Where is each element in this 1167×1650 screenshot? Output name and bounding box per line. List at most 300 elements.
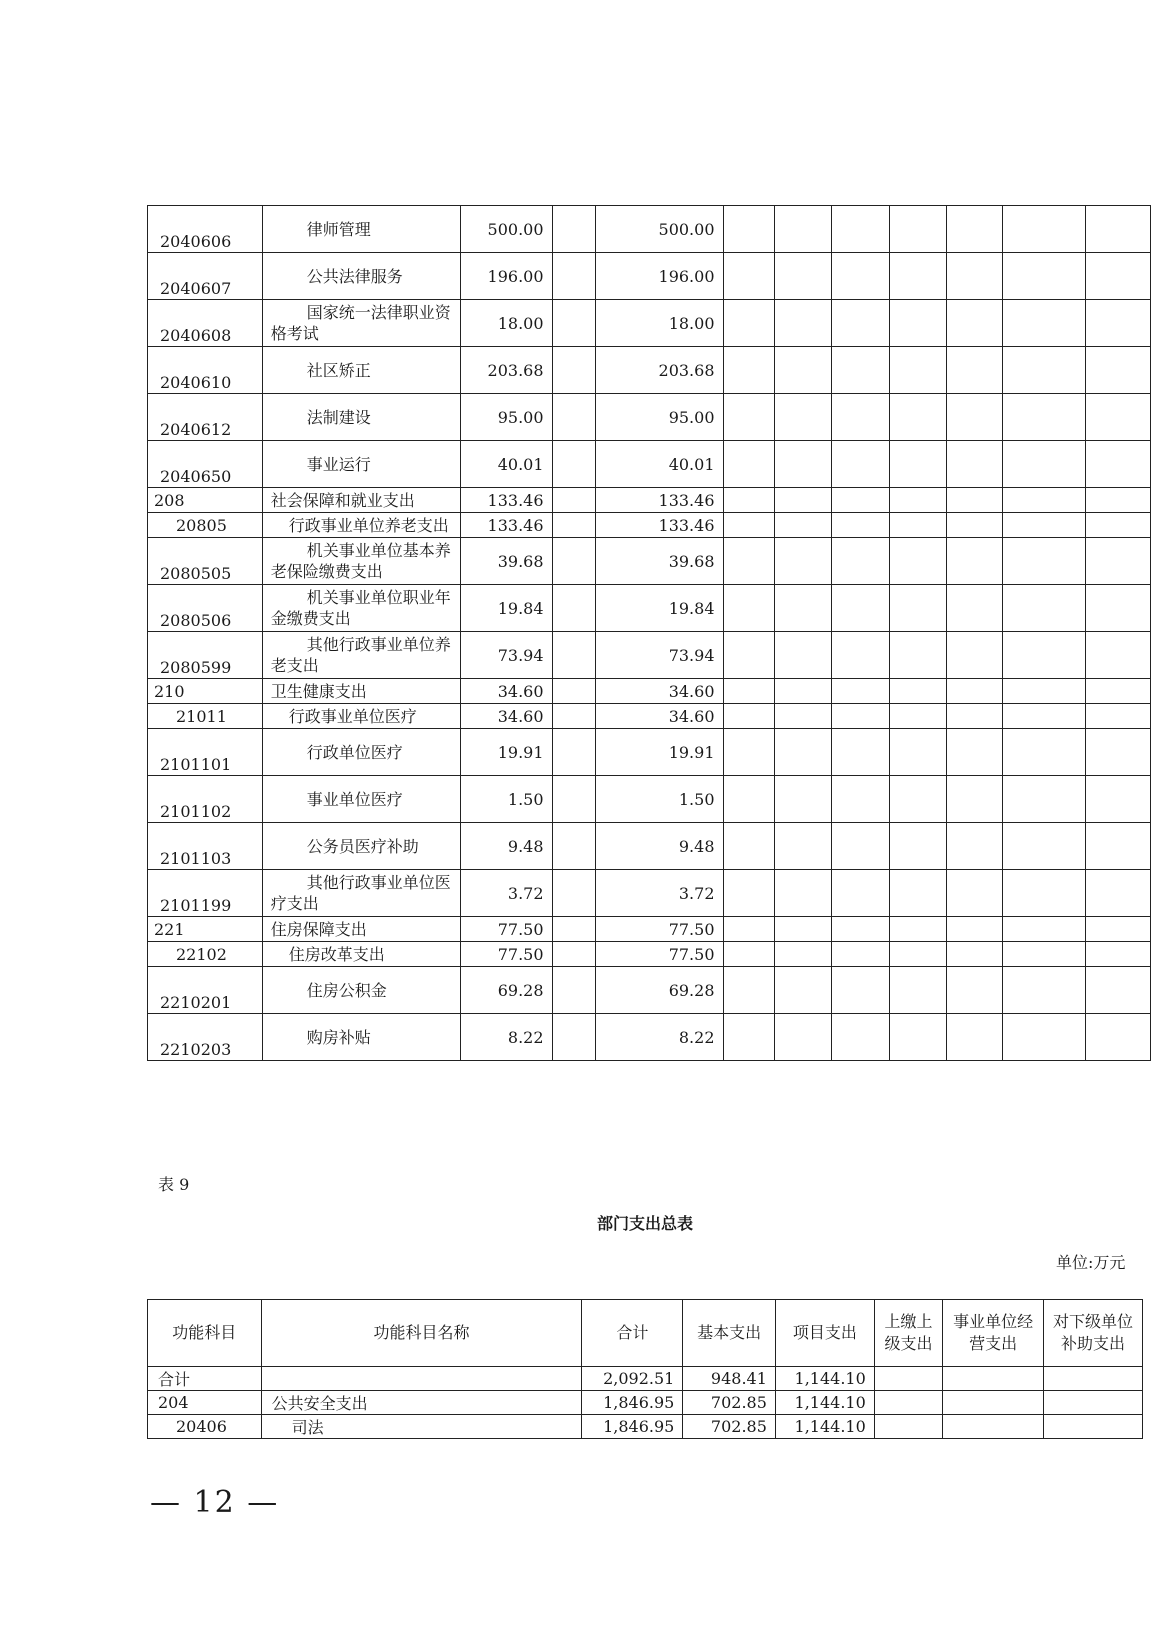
empty-cell <box>1086 632 1151 679</box>
basic-expenditure-cell: 8.22 <box>596 1014 723 1061</box>
empty-cell <box>946 347 1002 394</box>
table-row <box>148 513 1151 538</box>
function-name-cell: 公务员医疗补助 <box>262 823 460 870</box>
basic-expenditure-cell: 948.41 <box>683 1367 776 1391</box>
basic-expenditure-cell: 34.60 <box>596 679 723 704</box>
empty-cell <box>723 585 774 632</box>
empty-cell <box>946 300 1002 347</box>
basic-expenditure-cell: 40.01 <box>596 441 723 488</box>
function-code-cell: 2040610 <box>148 347 263 394</box>
basic-expenditure-cell: 133.46 <box>596 488 723 513</box>
total-cell: 18.00 <box>460 300 552 347</box>
empty-cell <box>552 870 596 917</box>
function-name-cell: 公共法律服务 <box>262 253 460 300</box>
empty-cell <box>1002 300 1085 347</box>
basic-expenditure-cell: 77.50 <box>596 942 723 967</box>
empty-cell <box>890 538 946 585</box>
table-row <box>148 1391 1143 1415</box>
empty-cell <box>1086 488 1151 513</box>
table-row <box>148 1014 1151 1061</box>
empty-cell <box>890 823 946 870</box>
empty-cell <box>1002 942 1085 967</box>
total-cell: 39.68 <box>460 538 552 585</box>
column-header: 功能科目名称 <box>261 1300 582 1367</box>
empty-cell <box>890 441 946 488</box>
empty-cell <box>946 823 1002 870</box>
function-code-cell: 2040650 <box>148 441 263 488</box>
column-header: 基本支出 <box>683 1300 776 1367</box>
function-name-cell: 法制建设 <box>262 394 460 441</box>
function-name-cell: 司法 <box>261 1415 582 1439</box>
empty-cell <box>552 394 596 441</box>
table-row <box>148 704 1151 729</box>
empty-cell <box>1002 632 1085 679</box>
function-code-cell: 221 <box>148 917 263 942</box>
empty-cell <box>723 967 774 1014</box>
function-code-cell: 2101199 <box>148 870 263 917</box>
column-header: 项目支出 <box>775 1300 874 1367</box>
empty-cell <box>723 917 774 942</box>
empty-cell <box>1002 441 1085 488</box>
empty-cell <box>723 300 774 347</box>
empty-cell <box>890 585 946 632</box>
function-name-cell: 其他行政事业单位医疗支出 <box>262 870 460 917</box>
empty-cell <box>946 538 1002 585</box>
empty-cell <box>1002 253 1085 300</box>
table-row <box>148 206 1151 253</box>
column-header: 功能科目 <box>148 1300 262 1367</box>
basic-expenditure-cell: 9.48 <box>596 823 723 870</box>
function-code-cell: 2080505 <box>148 538 263 585</box>
total-cell: 77.50 <box>460 942 552 967</box>
empty-cell <box>552 300 596 347</box>
column-header: 对下级单位补助支出 <box>1044 1300 1143 1367</box>
empty-cell <box>1002 488 1085 513</box>
table-row <box>148 823 1151 870</box>
empty-cell <box>552 488 596 513</box>
function-name-cell: 住房保障支出 <box>262 917 460 942</box>
empty-cell <box>890 967 946 1014</box>
empty-cell <box>831 206 889 253</box>
function-name-cell: 住房改革支出 <box>262 942 460 967</box>
empty-cell <box>874 1391 942 1415</box>
department-expenditure-summary-table <box>147 1299 1143 1439</box>
function-code-cell: 2040612 <box>148 394 263 441</box>
empty-cell <box>890 917 946 942</box>
table-row <box>148 967 1151 1014</box>
table-row <box>148 394 1151 441</box>
total-cell: 9.48 <box>460 823 552 870</box>
empty-cell <box>774 585 831 632</box>
empty-cell <box>946 776 1002 823</box>
empty-cell <box>774 538 831 585</box>
function-name-cell: 行政事业单位医疗 <box>262 704 460 729</box>
empty-cell <box>774 394 831 441</box>
empty-cell <box>552 1014 596 1061</box>
table-row <box>148 585 1151 632</box>
empty-cell <box>552 441 596 488</box>
empty-cell <box>1044 1391 1143 1415</box>
total-cell: 19.84 <box>460 585 552 632</box>
total-cell: 133.46 <box>460 488 552 513</box>
empty-cell <box>1002 347 1085 394</box>
empty-cell <box>723 632 774 679</box>
empty-cell <box>723 679 774 704</box>
total-cell: 196.00 <box>460 253 552 300</box>
basic-expenditure-cell: 95.00 <box>596 394 723 441</box>
table-row <box>148 253 1151 300</box>
function-code-cell: 210 <box>148 679 263 704</box>
empty-cell <box>943 1391 1044 1415</box>
function-name-cell: 行政单位医疗 <box>262 729 460 776</box>
empty-cell <box>723 347 774 394</box>
empty-cell <box>1086 917 1151 942</box>
empty-cell <box>946 870 1002 917</box>
table-title: 部门支出总表 <box>596 1214 693 1233</box>
empty-cell <box>1002 870 1085 917</box>
empty-cell <box>874 1367 942 1391</box>
empty-cell <box>723 823 774 870</box>
empty-cell <box>1002 513 1085 538</box>
basic-expenditure-cell: 1.50 <box>596 776 723 823</box>
empty-cell <box>1002 1014 1085 1061</box>
empty-cell <box>831 1014 889 1061</box>
basic-expenditure-cell: 19.84 <box>596 585 723 632</box>
basic-expenditure-cell: 702.85 <box>683 1415 776 1439</box>
basic-expenditure-cell: 133.46 <box>596 513 723 538</box>
empty-cell <box>946 253 1002 300</box>
empty-cell <box>552 253 596 300</box>
basic-expenditure-cell: 702.85 <box>683 1391 776 1415</box>
empty-cell <box>1086 585 1151 632</box>
empty-cell <box>774 253 831 300</box>
empty-cell <box>774 870 831 917</box>
empty-cell <box>831 632 889 679</box>
empty-cell <box>774 967 831 1014</box>
empty-cell <box>774 704 831 729</box>
function-name-cell: 公共安全支出 <box>261 1391 582 1415</box>
total-cell: 1.50 <box>460 776 552 823</box>
table-header-row <box>148 1300 1143 1367</box>
empty-cell <box>1002 679 1085 704</box>
empty-cell <box>1086 967 1151 1014</box>
empty-cell <box>552 823 596 870</box>
function-name-cell: 购房补贴 <box>262 1014 460 1061</box>
empty-cell <box>1002 206 1085 253</box>
empty-cell <box>1086 704 1151 729</box>
function-name-cell: 其他行政事业单位养老支出 <box>262 632 460 679</box>
empty-cell <box>723 441 774 488</box>
empty-cell <box>552 776 596 823</box>
empty-cell <box>1002 394 1085 441</box>
function-code-cell: 20805 <box>148 513 263 538</box>
function-code-cell: 2040608 <box>148 300 263 347</box>
empty-cell <box>1002 585 1085 632</box>
empty-cell <box>774 917 831 942</box>
function-code-cell: 2101103 <box>148 823 263 870</box>
function-name-cell: 社区矫正 <box>262 347 460 394</box>
table-row <box>148 942 1151 967</box>
function-name-cell: 机关事业单位职业年金缴费支出 <box>262 585 460 632</box>
empty-cell <box>723 538 774 585</box>
empty-cell <box>774 441 831 488</box>
table-row <box>148 870 1151 917</box>
empty-cell <box>831 679 889 704</box>
empty-cell <box>831 488 889 513</box>
empty-cell <box>774 823 831 870</box>
column-header: 上缴上级支出 <box>874 1300 942 1367</box>
empty-cell <box>946 513 1002 538</box>
total-cell: 3.72 <box>460 870 552 917</box>
empty-cell <box>831 917 889 942</box>
table-row <box>148 679 1151 704</box>
empty-cell <box>1002 704 1085 729</box>
empty-cell <box>890 632 946 679</box>
total-cell: 1,846.95 <box>582 1415 683 1439</box>
empty-cell <box>831 942 889 967</box>
empty-cell <box>946 632 1002 679</box>
function-name-cell: 住房公积金 <box>262 967 460 1014</box>
function-code-cell: 21011 <box>148 704 263 729</box>
column-header: 事业单位经营支出 <box>943 1300 1044 1367</box>
basic-expenditure-cell: 77.50 <box>596 917 723 942</box>
empty-cell <box>1086 1014 1151 1061</box>
empty-cell <box>552 585 596 632</box>
total-cell: 40.01 <box>460 441 552 488</box>
empty-cell <box>552 632 596 679</box>
empty-cell <box>774 300 831 347</box>
empty-cell <box>890 679 946 704</box>
table-row <box>148 917 1151 942</box>
empty-cell <box>723 870 774 917</box>
empty-cell <box>774 942 831 967</box>
total-cell: 69.28 <box>460 967 552 1014</box>
empty-cell <box>1086 942 1151 967</box>
empty-cell <box>723 942 774 967</box>
empty-cell <box>552 206 596 253</box>
empty-cell <box>1086 300 1151 347</box>
empty-cell <box>774 1014 831 1061</box>
total-cell: 133.46 <box>460 513 552 538</box>
total-cell: 34.60 <box>460 704 552 729</box>
basic-expenditure-cell: 500.00 <box>596 206 723 253</box>
function-code-cell: 2080506 <box>148 585 263 632</box>
empty-cell <box>831 538 889 585</box>
empty-cell <box>1002 776 1085 823</box>
total-cell: 203.68 <box>460 347 552 394</box>
empty-cell <box>1002 823 1085 870</box>
function-name-cell: 事业运行 <box>262 441 460 488</box>
function-name-cell: 行政事业单位养老支出 <box>262 513 460 538</box>
table-row <box>148 300 1151 347</box>
empty-cell <box>552 679 596 704</box>
empty-cell <box>723 394 774 441</box>
empty-cell <box>723 729 774 776</box>
empty-cell <box>831 347 889 394</box>
empty-cell <box>946 729 1002 776</box>
empty-cell <box>723 488 774 513</box>
total-cell: 73.94 <box>460 632 552 679</box>
empty-cell <box>774 632 831 679</box>
project-expenditure-cell: 1,144.10 <box>775 1391 874 1415</box>
empty-cell <box>1086 206 1151 253</box>
table-label: 表 9 <box>158 1175 190 1194</box>
function-code-cell: 22102 <box>148 942 263 967</box>
function-code-cell: 2101102 <box>148 776 263 823</box>
empty-cell <box>946 206 1002 253</box>
empty-cell <box>774 347 831 394</box>
total-cell: 8.22 <box>460 1014 552 1061</box>
basic-expenditure-cell: 39.68 <box>596 538 723 585</box>
function-code-cell: 2210201 <box>148 967 263 1014</box>
empty-cell <box>1086 870 1151 917</box>
function-name-cell: 国家统一法律职业资格考试 <box>262 300 460 347</box>
empty-cell <box>774 679 831 704</box>
table-row <box>148 538 1151 585</box>
total-cell: 2,092.51 <box>582 1367 683 1391</box>
table-row <box>148 441 1151 488</box>
empty-cell <box>890 347 946 394</box>
table-row <box>148 488 1151 513</box>
empty-cell <box>1002 538 1085 585</box>
empty-cell <box>552 729 596 776</box>
table-row <box>148 1367 1143 1391</box>
empty-cell <box>831 300 889 347</box>
empty-cell <box>831 729 889 776</box>
project-expenditure-cell: 1,144.10 <box>775 1367 874 1391</box>
empty-cell <box>831 585 889 632</box>
expenditure-table-continued <box>147 205 1151 1061</box>
total-cell: 34.60 <box>460 679 552 704</box>
empty-cell <box>831 394 889 441</box>
empty-cell <box>723 513 774 538</box>
empty-cell <box>723 1014 774 1061</box>
basic-expenditure-cell: 69.28 <box>596 967 723 1014</box>
empty-cell <box>723 253 774 300</box>
empty-cell <box>774 206 831 253</box>
empty-cell <box>1086 823 1151 870</box>
empty-cell <box>1002 967 1085 1014</box>
empty-cell <box>723 704 774 729</box>
basic-expenditure-cell: 203.68 <box>596 347 723 394</box>
empty-cell <box>774 729 831 776</box>
basic-expenditure-cell: 3.72 <box>596 870 723 917</box>
empty-cell <box>1086 729 1151 776</box>
table-row <box>148 729 1151 776</box>
total-cell: 77.50 <box>460 917 552 942</box>
empty-cell <box>1086 513 1151 538</box>
empty-cell <box>1086 253 1151 300</box>
empty-cell <box>831 967 889 1014</box>
empty-cell <box>946 942 1002 967</box>
empty-cell <box>890 704 946 729</box>
table-row <box>148 347 1151 394</box>
function-code-cell: 2101101 <box>148 729 263 776</box>
function-code-cell: 2040606 <box>148 206 263 253</box>
empty-cell <box>890 300 946 347</box>
empty-cell <box>943 1367 1044 1391</box>
empty-cell <box>890 206 946 253</box>
empty-cell <box>552 967 596 1014</box>
column-header: 合计 <box>582 1300 683 1367</box>
total-cell: 95.00 <box>460 394 552 441</box>
empty-cell <box>1086 394 1151 441</box>
empty-cell <box>946 679 1002 704</box>
function-code-cell: 2040607 <box>148 253 263 300</box>
function-code-cell: 204 <box>148 1391 262 1415</box>
page-number: — 12 — <box>150 1485 280 1520</box>
function-code-cell: 208 <box>148 488 263 513</box>
function-code-cell: 2080599 <box>148 632 263 679</box>
empty-cell <box>831 513 889 538</box>
function-name-cell: 事业单位医疗 <box>262 776 460 823</box>
empty-cell <box>552 917 596 942</box>
empty-cell <box>1086 679 1151 704</box>
empty-cell <box>831 823 889 870</box>
empty-cell <box>831 253 889 300</box>
empty-cell <box>874 1415 942 1439</box>
empty-cell <box>946 394 1002 441</box>
function-code-cell: 合计 <box>148 1367 262 1391</box>
basic-expenditure-cell: 73.94 <box>596 632 723 679</box>
empty-cell <box>890 1014 946 1061</box>
empty-cell <box>1086 538 1151 585</box>
empty-cell <box>774 513 831 538</box>
empty-cell <box>552 513 596 538</box>
empty-cell <box>890 253 946 300</box>
total-cell: 19.91 <box>460 729 552 776</box>
basic-expenditure-cell: 19.91 <box>596 729 723 776</box>
empty-cell <box>890 488 946 513</box>
function-code-cell: 2210203 <box>148 1014 263 1061</box>
empty-cell <box>890 394 946 441</box>
empty-cell <box>774 776 831 823</box>
empty-cell <box>1086 441 1151 488</box>
empty-cell <box>890 513 946 538</box>
empty-cell <box>890 870 946 917</box>
empty-cell <box>774 488 831 513</box>
empty-cell <box>1002 917 1085 942</box>
total-cell: 1,846.95 <box>582 1391 683 1415</box>
empty-cell <box>943 1415 1044 1439</box>
empty-cell <box>1044 1367 1143 1391</box>
empty-cell <box>946 917 1002 942</box>
empty-cell <box>946 1014 1002 1061</box>
basic-expenditure-cell: 34.60 <box>596 704 723 729</box>
total-cell: 500.00 <box>460 206 552 253</box>
unit-label: 单位:万元 <box>1056 1253 1126 1272</box>
empty-cell <box>723 776 774 823</box>
empty-cell <box>552 704 596 729</box>
function-name-cell: 卫生健康支出 <box>262 679 460 704</box>
empty-cell <box>946 704 1002 729</box>
empty-cell <box>723 206 774 253</box>
empty-cell <box>946 967 1002 1014</box>
function-name-cell: 社会保障和就业支出 <box>262 488 460 513</box>
empty-cell <box>1002 729 1085 776</box>
function-code-cell: 20406 <box>148 1415 262 1439</box>
empty-cell <box>1086 776 1151 823</box>
function-name-cell: 机关事业单位基本养老保险缴费支出 <box>262 538 460 585</box>
empty-cell <box>552 538 596 585</box>
empty-cell <box>552 942 596 967</box>
basic-expenditure-cell: 18.00 <box>596 300 723 347</box>
function-name-cell: 律师管理 <box>262 206 460 253</box>
empty-cell <box>552 347 596 394</box>
empty-cell <box>831 776 889 823</box>
basic-expenditure-cell: 196.00 <box>596 253 723 300</box>
empty-cell <box>831 704 889 729</box>
